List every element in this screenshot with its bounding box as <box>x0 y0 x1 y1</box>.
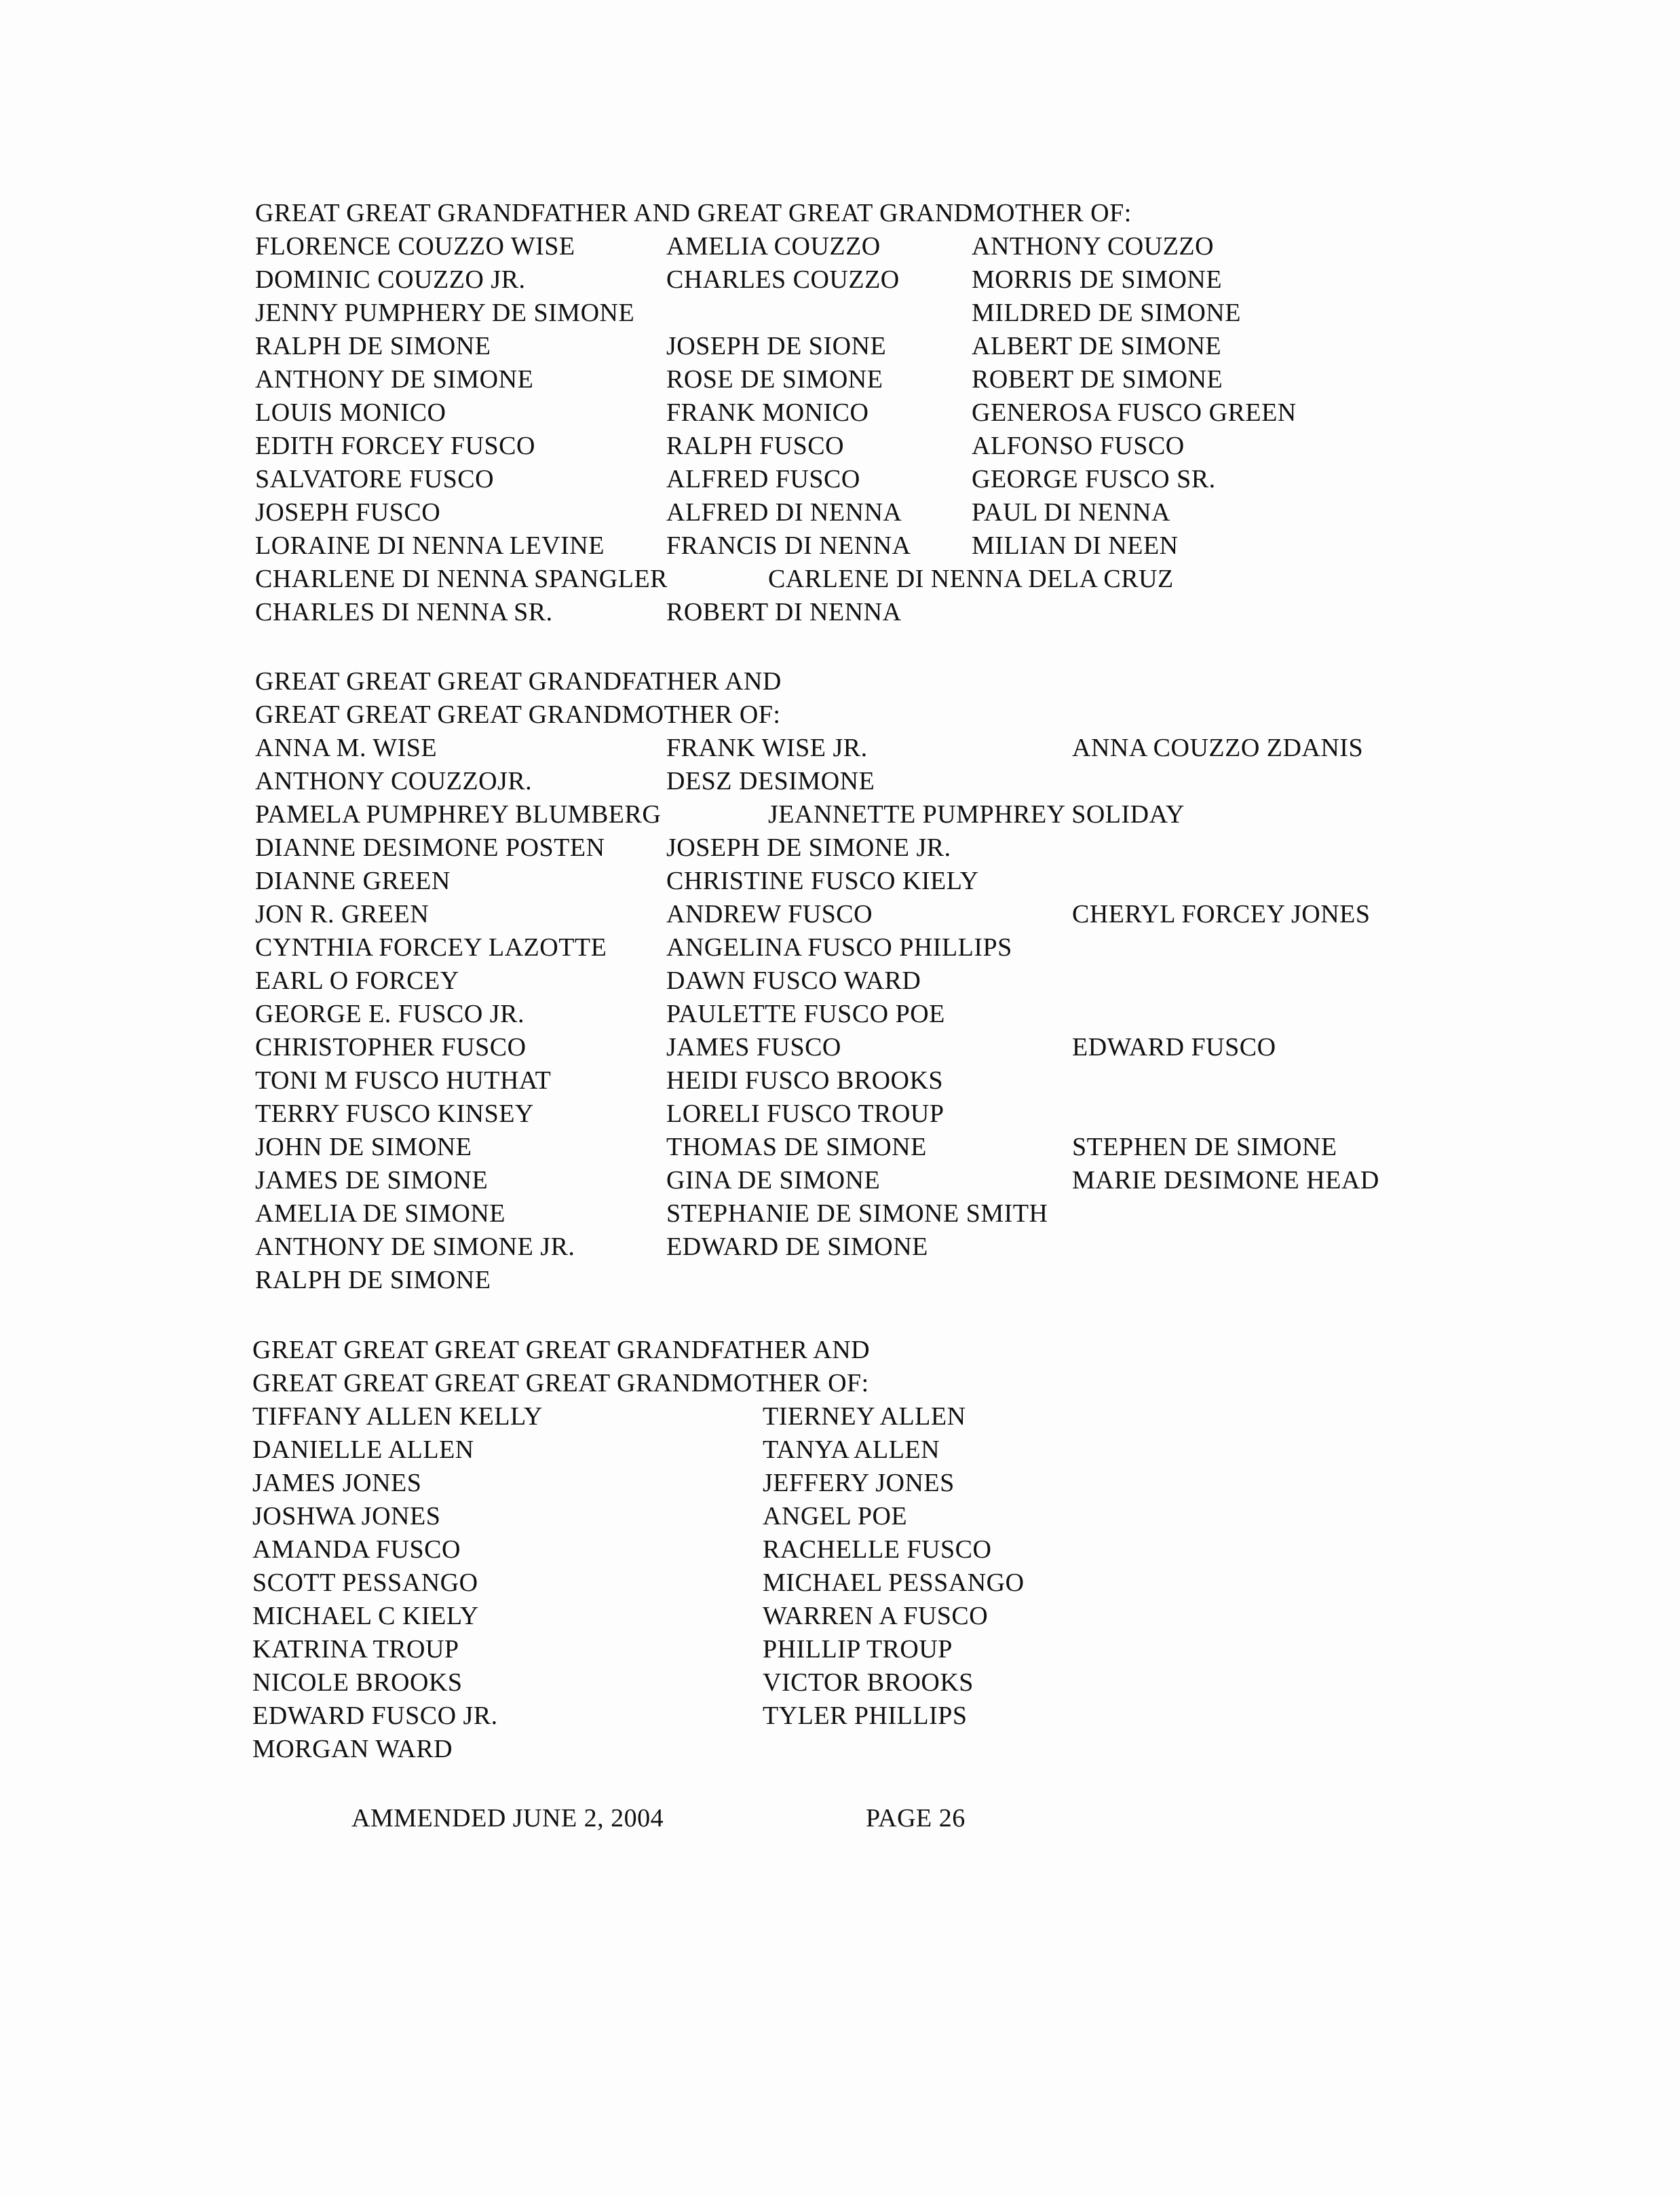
descendant-name: WARREN A FUSCO <box>763 1602 989 1630</box>
descendant-name: EDITH FORCEY FUSCO <box>255 432 535 460</box>
descendant-name: FRANK MONICO <box>666 398 869 427</box>
descendant-name: DOMINIC COUZZO JR. <box>255 265 526 294</box>
descendant-name: MORGAN WARD <box>252 1735 453 1763</box>
descendant-name: RALPH FUSCO <box>666 432 845 460</box>
descendant-name: JON R. GREEN <box>255 900 429 928</box>
name-row <box>0 1666 1680 1699</box>
name-row <box>0 496 1680 529</box>
name-row <box>0 732 1680 764</box>
descendant-name: PHILLIP TROUP <box>763 1635 953 1664</box>
descendant-name: ANNA COUZZO ZDANIS <box>1072 734 1364 762</box>
name-row <box>0 1064 1680 1097</box>
descendant-name: JOSEPH DE SIMONE JR. <box>666 833 951 862</box>
name-row <box>0 1031 1680 1064</box>
descendant-name: PAULETTE FUSCO POE <box>666 1000 945 1028</box>
descendant-name: NICOLE BROOKS <box>252 1668 463 1697</box>
name-row <box>0 1131 1680 1163</box>
descendant-name: ROBERT DI NENNA <box>666 598 902 626</box>
descendant-name: LORELI FUSCO TROUP <box>666 1100 944 1128</box>
descendant-name: TONI M FUSCO HUTHAT <box>255 1066 552 1095</box>
descendant-name: JOSEPH FUSCO <box>255 498 441 527</box>
name-row <box>0 363 1680 396</box>
descendant-name: CYNTHIA FORCEY LAZOTTE <box>255 933 607 962</box>
section-heading <box>0 698 1680 731</box>
descendant-name: JEFFERY JONES <box>763 1469 955 1497</box>
descendant-name: TERRY FUSCO KINSEY <box>255 1100 534 1128</box>
descendant-name: MORRIS DE SIMONE <box>972 265 1223 294</box>
descendant-name: HEIDI FUSCO BROOKS <box>666 1066 944 1095</box>
name-row <box>0 529 1680 562</box>
descendant-name: CHERYL FORCEY JONES <box>1072 900 1371 928</box>
descendant-name: CHRISTOPHER FUSCO <box>255 1033 527 1062</box>
descendant-name: RALPH DE SIMONE <box>255 332 491 360</box>
descendant-name: GENEROSA FUSCO GREEN <box>972 398 1297 427</box>
descendant-name: JAMES DE SIMONE <box>255 1166 489 1195</box>
descendant-name: MILDRED DE SIMONE <box>972 299 1241 327</box>
descendant-name: JENNY PUMPHERY DE SIMONE <box>255 299 635 327</box>
descendant-name: TIFFANY ALLEN KELLY <box>252 1402 543 1431</box>
descendant-name: CHARLES COUZZO <box>666 265 900 294</box>
name-row <box>0 831 1680 864</box>
section-heading-text: GREAT GREAT GREAT GREAT GRANDMOTHER OF: <box>252 1369 869 1397</box>
name-row <box>0 1264 1680 1296</box>
name-row <box>0 1197 1680 1230</box>
section-heading <box>0 1334 1680 1366</box>
name-row <box>0 297 1680 329</box>
name-row <box>0 430 1680 462</box>
descendant-name: ALFRED FUSCO <box>666 465 860 493</box>
name-row <box>0 563 1680 595</box>
descendant-name: STEPHEN DE SIMONE <box>1072 1133 1337 1161</box>
descendant-name: EARL O FORCEY <box>255 966 459 995</box>
section-heading <box>0 665 1680 698</box>
descendant-name: CHARLENE DI NENNA SPANGLER <box>255 565 668 593</box>
name-row <box>0 1097 1680 1130</box>
descendant-name: ANDREW FUSCO <box>666 900 873 928</box>
descendant-name: THOMAS DE SIMONE <box>666 1133 927 1161</box>
descendant-name: JAMES FUSCO <box>666 1033 841 1062</box>
name-row <box>0 596 1680 628</box>
descendant-name: RACHELLE FUSCO <box>763 1535 992 1564</box>
name-row <box>0 931 1680 964</box>
descendant-name: JOSHWA JONES <box>252 1502 441 1531</box>
name-row <box>0 998 1680 1030</box>
descendant-name: FRANCIS DI NENNA <box>666 531 911 560</box>
descendant-name: ANTHONY DE SIMONE <box>255 365 534 394</box>
descendant-name: ALBERT DE SIMONE <box>972 332 1222 360</box>
name-row <box>0 330 1680 362</box>
descendant-name: TANYA ALLEN <box>763 1435 940 1464</box>
descendant-name: ANTHONY DE SIMONE JR. <box>255 1233 575 1261</box>
descendant-name: EDWARD FUSCO JR. <box>252 1702 498 1730</box>
descendant-name: RALPH DE SIMONE <box>255 1266 491 1294</box>
section-heading-text: GREAT GREAT GRANDFATHER AND GREAT GREAT GRANDMOTHER OF: <box>255 199 1132 227</box>
descendant-name: JOHN DE SIMONE <box>255 1133 472 1161</box>
descendant-name: CARLENE DI NENNA DELA CRUZ <box>768 565 1174 593</box>
descendant-name: MARIE DESIMONE HEAD <box>1072 1166 1379 1195</box>
descendant-name: MILIAN DI NEEN <box>972 531 1179 560</box>
descendant-name: DIANNE GREEN <box>255 867 451 895</box>
name-row <box>0 1600 1680 1632</box>
descendant-name: ALFONSO FUSCO <box>972 432 1185 460</box>
descendant-name: VICTOR BROOKS <box>763 1668 974 1697</box>
descendant-name: AMELIA COUZZO <box>666 232 881 261</box>
name-row <box>0 1633 1680 1666</box>
section-heading <box>0 1367 1680 1400</box>
descendant-name: DESZ DESIMONE <box>666 767 875 795</box>
section-heading <box>0 197 1680 229</box>
name-row <box>0 898 1680 931</box>
descendant-name: ALFRED DI NENNA <box>666 498 902 527</box>
descendant-name: MICHAEL PESSANGO <box>763 1569 1025 1597</box>
descendant-name: ANGELINA FUSCO PHILLIPS <box>666 933 1012 962</box>
name-row <box>0 1733 1680 1765</box>
descendant-name: EDWARD DE SIMONE <box>666 1233 928 1261</box>
descendant-name: DAWN FUSCO WARD <box>666 966 921 995</box>
descendant-name: CHRISTINE FUSCO KIELY <box>666 867 979 895</box>
descendant-name: FRANK WISE JR. <box>666 734 868 762</box>
descendant-name: MICHAEL C KIELY <box>252 1602 479 1630</box>
descendant-name: AMELIA DE SIMONE <box>255 1199 505 1228</box>
section-heading-text: GREAT GREAT GREAT GREAT GRANDFATHER AND <box>252 1336 871 1364</box>
name-row <box>0 798 1680 831</box>
name-row <box>0 1566 1680 1599</box>
name-row <box>0 1533 1680 1566</box>
name-row <box>0 1231 1680 1263</box>
descendant-name: KATRINA TROUP <box>252 1635 459 1664</box>
descendant-name: DIANNE DESIMONE POSTEN <box>255 833 605 862</box>
descendant-name: JOSEPH DE SIONE <box>666 332 887 360</box>
name-row <box>0 865 1680 897</box>
section-heading-text: GREAT GREAT GREAT GRANDMOTHER OF: <box>255 700 781 729</box>
descendant-name: AMANDA FUSCO <box>252 1535 461 1564</box>
descendant-name: ROSE DE SIMONE <box>666 365 883 394</box>
descendant-name: ROBERT DE SIMONE <box>972 365 1223 394</box>
descendant-name: JEANNETTE PUMPHREY SOLIDAY <box>768 800 1185 829</box>
amended-date: AMMENDED JUNE 2, 2004 <box>351 1804 664 1833</box>
descendant-name: TYLER PHILLIPS <box>763 1702 968 1730</box>
descendant-name: STEPHANIE DE SIMONE SMITH <box>666 1199 1048 1228</box>
descendant-name: ANTHONY COUZZOJR. <box>255 767 533 795</box>
descendant-name: PAUL DI NENNA <box>972 498 1170 527</box>
name-row <box>0 1467 1680 1499</box>
descendant-name: CHARLES DI NENNA SR. <box>255 598 553 626</box>
name-row <box>0 964 1680 997</box>
descendant-name: PAMELA PUMPHREY BLUMBERG <box>255 800 662 829</box>
name-row <box>0 1500 1680 1533</box>
name-row <box>0 263 1680 296</box>
name-row <box>0 396 1680 429</box>
section-heading-text: GREAT GREAT GREAT GRANDFATHER AND <box>255 667 782 696</box>
descendant-name: ANTHONY COUZZO <box>972 232 1215 261</box>
descendant-name: SALVATORE FUSCO <box>255 465 495 493</box>
descendant-name: GINA DE SIMONE <box>666 1166 881 1195</box>
descendant-name: GEORGE FUSCO SR. <box>972 465 1216 493</box>
descendant-name: ANNA M. WISE <box>255 734 438 762</box>
descendant-name: FLORENCE COUZZO WISE <box>255 232 575 261</box>
descendant-name: LORAINE DI NENNA LEVINE <box>255 531 605 560</box>
descendant-name: JAMES JONES <box>252 1469 422 1497</box>
name-row <box>0 1400 1680 1433</box>
descendant-name: TIERNEY ALLEN <box>763 1402 966 1431</box>
descendant-name: ANGEL POE <box>763 1502 908 1531</box>
descendant-name: LOUIS MONICO <box>255 398 446 427</box>
descendant-name: DANIELLE ALLEN <box>252 1435 474 1464</box>
name-row <box>0 230 1680 263</box>
descendant-name: EDWARD FUSCO <box>1072 1033 1276 1062</box>
descendant-name: GEORGE E. FUSCO JR. <box>255 1000 524 1028</box>
name-row <box>0 765 1680 797</box>
page-number: PAGE 26 <box>866 1804 966 1833</box>
descendant-name: SCOTT PESSANGO <box>252 1569 478 1597</box>
name-row <box>0 1433 1680 1466</box>
name-row <box>0 463 1680 495</box>
name-row <box>0 1700 1680 1732</box>
name-row <box>0 1164 1680 1197</box>
